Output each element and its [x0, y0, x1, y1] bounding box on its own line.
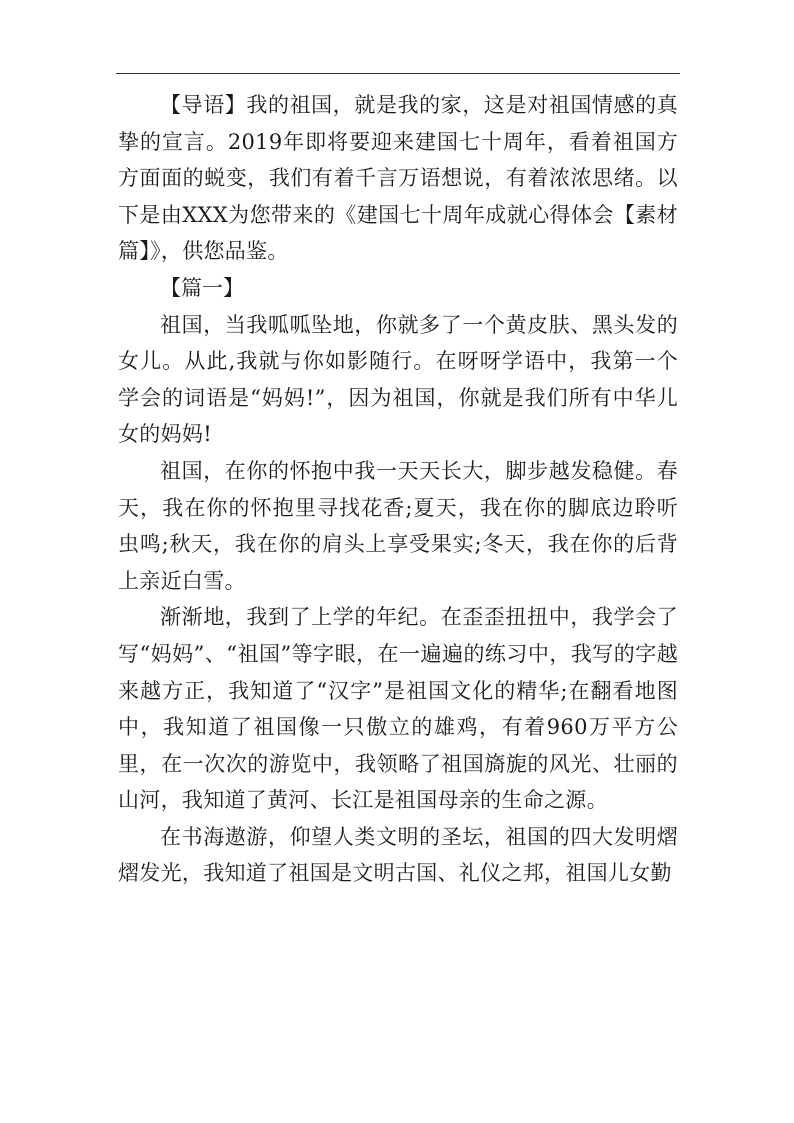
body-paragraph-4: 在书海遨游，仰望人类文明的圣坛，祖国的四大发明熠熠发光，我知道了祖国是文明古国、礼仪之邦，祖国儿女勤	[118, 824, 678, 886]
body-paragraph-3: 渐渐地，我到了上学的年纪。在歪歪扭扭中，我学会了写“妈妈”、“祖国”等字眼，在一遍遍的练习中，我写的字越来越方正，我知道了“汉字”是祖国文化的精华;在翻看地图中，我知道了祖国像一只傲立的雄鸡，有着960万平方公里，在一次次的游览中，我领略了祖国旖旎的风光、壮丽的山河，我知道了黄河、长江是祖国母亲的生命之源。	[118, 605, 678, 813]
body-paragraph-1: 祖国，当我呱呱坠地，你就多了一个黄皮肤、黑头发的女儿。从此,我就与你如影随行。在呀呀学语中，我第一个学会的词语是“妈妈!”，因为祖国，你就是我们所有中华儿女的妈妈!	[118, 312, 678, 447]
document-body	[118, 87, 678, 892]
intro-paragraph: 【导语】我的祖国，就是我的家，这是对祖国情感的真挚的宣言。2019年即将要迎来建国七十周年，看着祖国方方面面的蜕变，我们有着千言万语想说，有着浓浓思绪。以下是由XXX为您带来的《建国七十周年成就心得体会【素材篇】》，供您品鉴。	[118, 93, 678, 264]
section-heading: 【篇一】	[160, 275, 244, 300]
body-paragraph-2: 祖国，在你的怀抱中我一天天长大，脚步越发稳健。春天，我在你的怀抱里寻找花香;夏天，我在你的脚底边聆听虫鸣;秋天，我在你的肩头上享受果实;冬天，我在你的后背上亲近白雪。	[118, 458, 678, 593]
header-rule	[116, 73, 680, 74]
